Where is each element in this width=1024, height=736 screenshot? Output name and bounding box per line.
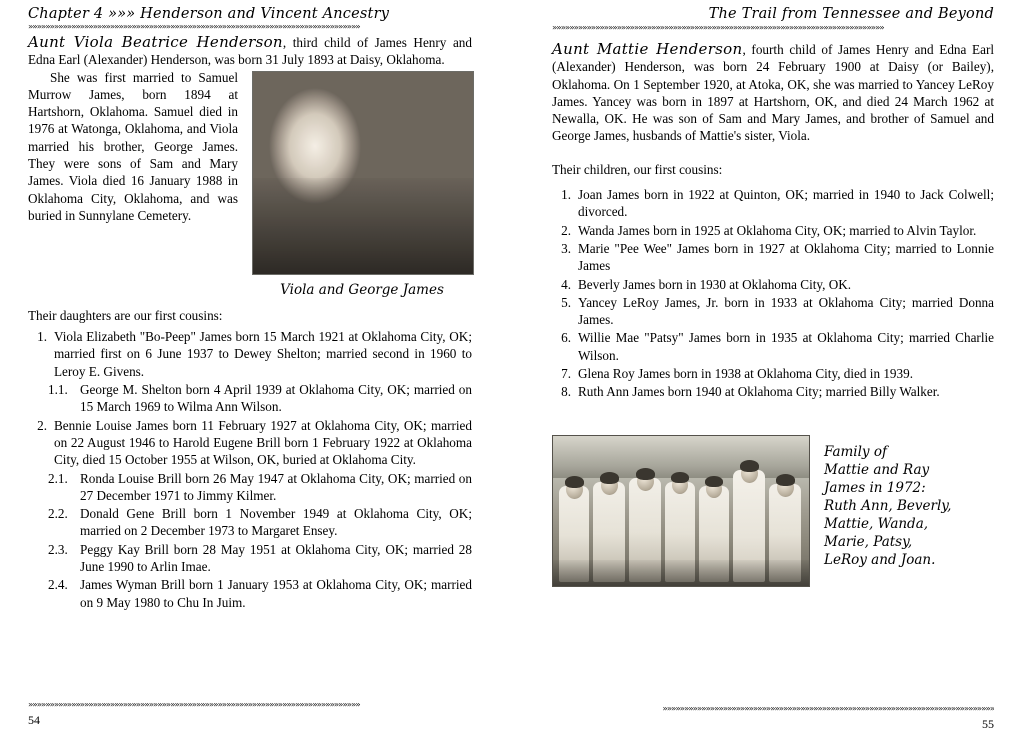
right-intro-paragraph	[552, 41, 994, 145]
left-intro-text: , third child of James Henry and Edna Earl (Alexander) Henderson, was born 31 July 1893 at Daisy, Oklahoma.	[28, 35, 472, 68]
list-item	[28, 470, 472, 505]
list-item-number: 2.	[561, 222, 571, 238]
list-item-number: 5.	[561, 294, 571, 310]
list-item-text: Willie Mae "Patsy" James born in 1935 at Oklahoma City; married Charlie Wilson.	[578, 330, 994, 363]
list-item	[552, 240, 994, 275]
list-item	[552, 186, 994, 221]
left-footer	[28, 701, 483, 728]
left-subject-name: Aunt Viola Beatrice Henderson	[28, 33, 283, 51]
list-item-text: Joan James born in 1922 at Quinton, OK; married in 1940 to Jack Colwell; divorced.	[578, 187, 994, 220]
right-running-head: The Trail from Tennessee and Beyond	[708, 6, 994, 22]
list-item-text: Wanda James born in 1925 at Oklahoma City, OK; married to Alvin Taylor.	[578, 222, 977, 238]
left-footer-rule: »»»»»»»»»»»»»»»»»»»»»»»»»»»»»»»»»»»»»»»»»»»»»»»»»»»»»»»»»»»»»»»»»»»»»»»»»»»»»	[28, 701, 360, 710]
list-item-number: 1.	[37, 329, 47, 345]
right-footer	[539, 705, 994, 732]
list-item-text: Donald Gene Brill born 1 November 1949 at Oklahoma City, OK; married on 2 December 1973 to Margaret Ensey.	[80, 506, 472, 539]
list-item-number: 2.4.	[48, 577, 68, 593]
list-item-number: 7.	[561, 366, 571, 382]
list-item-number: 2.	[37, 417, 47, 433]
list-item	[28, 328, 472, 380]
left-body	[28, 34, 472, 611]
right-intro-text: , fourth child of James Henry and Edna Earl (Alexander) Henderson, was born 24 February 1900 at Daisy (or Bailey), Oklahoma. On 1 September 1920, at Atoka, OK, she was married to Yancey LeRoy James. Yancey was born in 1897 at Hartshorn, OK, and died 24 March 1962 at Newalla, OK. He was son of Sam and Mary James, and brother of Samuel and George James, husbands of Mattie's sister, Viola.	[552, 42, 994, 144]
caption-line: James in 1972:	[824, 479, 926, 496]
viola-photo-caption: Viola and George James	[280, 281, 444, 298]
viola-photo-block	[252, 71, 472, 299]
list-item-text: Ronda Louise Brill born 26 May 1947 at Oklahoma City, OK; married on 27 December 1971 to Jimmy Kilmer.	[80, 470, 472, 503]
list-item-text: George M. Shelton born 4 April 1939 at Oklahoma City, OK; married on 15 March 1969 to Wilma Ann Wilson.	[80, 382, 472, 415]
list-item-number: 8.	[561, 384, 571, 400]
right-list-intro: Their children, our first cousins:	[552, 161, 723, 177]
list-item	[552, 383, 994, 400]
left-page-number: 54	[28, 713, 40, 727]
left-header-rule: »»»»»»»»»»»»»»»»»»»»»»»»»»»»»»»»»»»»»»»»»»»»»»»»»»»»»»»»»»»»»»»»»»»»»»»»»»»»»	[28, 23, 360, 32]
list-item-number: 1.1.	[48, 382, 68, 398]
list-item-number: 4.	[561, 276, 571, 292]
list-item-text: James Wyman Brill born 1 January 1953 at Oklahoma City, OK; married on 9 May 1980 to Chu In Juim.	[80, 577, 472, 610]
list-item	[552, 276, 994, 293]
caption-line: Marie, Patsy,	[824, 533, 913, 550]
list-item	[552, 329, 994, 364]
family-photo-caption	[824, 443, 951, 569]
left-list-intro: Their daughters are our first cousins:	[28, 307, 223, 323]
family-photo-block	[552, 435, 994, 587]
list-item-text: Marie "Pee Wee" James born in 1927 at Oklahoma City; married to Lonnie James	[578, 240, 994, 274]
list-item	[552, 365, 994, 382]
list-item	[28, 505, 472, 540]
list-item	[28, 381, 472, 416]
list-item-text: Viola Elizabeth "Bo-Peep" James born 15 March 1921 at Oklahoma City, OK; married first on 6 June 1937 to Dewey Shelton; married second in 1960 to Leroy E. Givens.	[54, 329, 472, 379]
left-second-paragraph: She was first married to Samuel Murrow James, born 1894 at Hartshorn, Oklahoma. Samuel died in 1976 at Watonga, Oklahoma, and Viola married his brother, George James. They were sons of Sam and Mary James. Viola died 16 January 1988 in Oklahoma City, Oklahoma, and was buried in Sunnylane Cemetery.	[28, 69, 238, 223]
list-item-number: 2.3.	[48, 541, 68, 557]
left-children-list	[28, 328, 472, 611]
list-item-text: Ruth Ann James born 1940 at Oklahoma City; married Billy Walker.	[578, 384, 940, 400]
caption-line: Mattie, Wanda,	[824, 515, 929, 532]
photo-viola-and-george	[252, 71, 474, 275]
list-item-text: Glena Roy James born in 1938 at Oklahoma City, died in 1939.	[578, 366, 914, 382]
photo-mattie-family-1972	[552, 435, 810, 587]
list-item-text: Peggy Kay Brill born 28 May 1951 at Oklahoma City, OK; married 28 June 1990 to Arlin Imae.	[80, 541, 472, 575]
left-intro-paragraph	[28, 34, 472, 69]
left-running-head: Chapter 4 »»» Henderson and Vincent Ancestry	[28, 6, 390, 22]
list-item-number: 2.1.	[48, 470, 68, 486]
list-item-number: 3.	[561, 240, 571, 256]
list-item	[552, 222, 994, 239]
right-page-number: 55	[982, 717, 994, 731]
caption-line: Ruth Ann, Beverly,	[824, 497, 952, 514]
caption-line: Mattie and Ray	[824, 461, 930, 478]
list-item-text: Bennie Louise James born 11 February 1927 at Oklahoma City, OK; married on 22 August 1946 to Harold Eugene Brill born 1 February 1922 at Oklahoma City, died 15 October 1955 at Wilson, OK, buried at Oklahoma City.	[54, 417, 472, 468]
list-item	[28, 541, 472, 576]
right-header-rule: »»»»»»»»»»»»»»»»»»»»»»»»»»»»»»»»»»»»»»»»»»»»»»»»»»»»»»»»»»»»»»»»»»»»»»»»»»»»»	[552, 24, 884, 33]
right-page	[512, 0, 1024, 736]
list-item-text: Yancey LeRoy James, Jr. born in 1933 at Oklahoma City; married Donna James.	[578, 294, 994, 328]
right-body	[552, 41, 994, 587]
list-item-number: 6.	[561, 330, 571, 346]
list-item	[552, 294, 994, 329]
list-item-number: 1.	[561, 187, 571, 203]
right-children-list	[552, 186, 994, 401]
list-item	[28, 417, 472, 469]
list-item	[28, 576, 472, 611]
caption-line: LeRoy and Joan.	[824, 551, 936, 568]
list-item-text: Beverly James born in 1930 at Oklahoma City, OK.	[578, 276, 852, 292]
list-item-number: 2.2.	[48, 506, 68, 522]
caption-line: Family of	[824, 443, 887, 460]
right-footer-rule: »»»»»»»»»»»»»»»»»»»»»»»»»»»»»»»»»»»»»»»»»»»»»»»»»»»»»»»»»»»»»»»»»»»»»»»»»»»»»	[662, 705, 994, 714]
right-subject-name: Aunt Mattie Henderson	[552, 40, 743, 58]
